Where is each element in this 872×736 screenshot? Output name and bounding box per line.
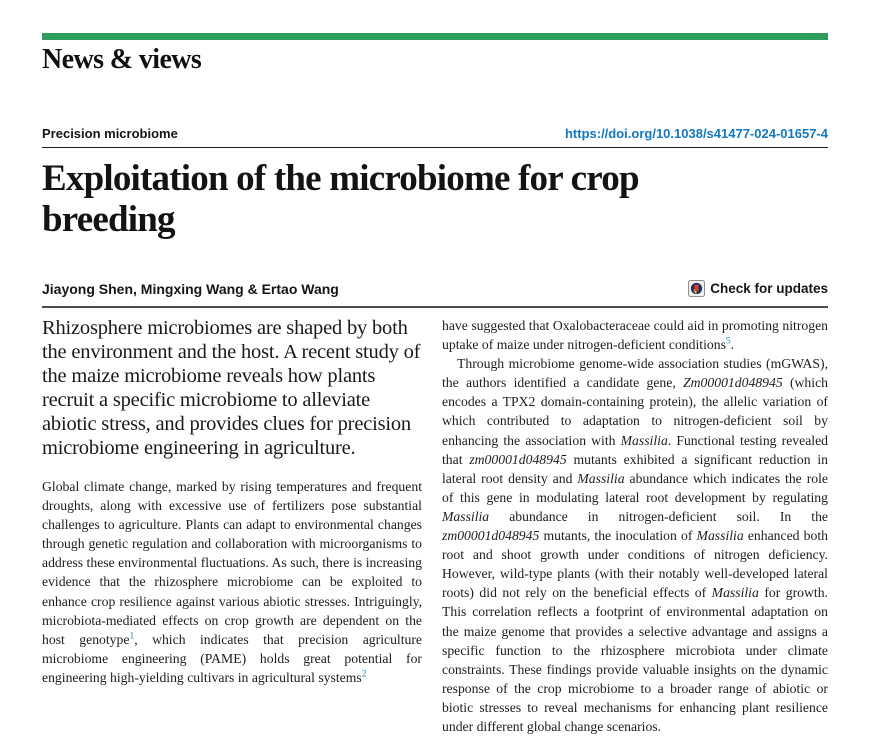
text-run: mutants exhibited a significant reduction in lateral root density and: [442, 451, 828, 486]
authors-rule: [42, 306, 828, 308]
text-run: enhanced both root and shoot growth under conditions of nitrogen deficiency. However, wild-type plants (with their notably well-developed lateral roots) did not rely on the beneficial effects of: [442, 528, 829, 601]
right-column: [442, 316, 828, 736]
category-label: Precision microbiome: [42, 126, 178, 141]
standfirst: Rhizosphere microbiomes are shaped by both the environment and the host. A recent study of the maize microbiome reveals how plants recruit a specific microbiome to alleviate abiotic stress, and provides clues for precision microbiome engineering in agriculture.: [42, 317, 421, 459]
italic-gene-name: Massilia: [696, 528, 744, 544]
reference-superscript[interactable]: 5: [725, 336, 731, 347]
right-column-body: [442, 316, 828, 736]
authors-row: [42, 280, 828, 297]
left-column-body: [42, 477, 422, 687]
text-run: Through microbiome genome-wide association studies (mGWAS), the authors identified a candidate gene,: [442, 356, 828, 391]
check-for-updates-label: Check for updates: [710, 281, 828, 296]
paragraph: [442, 316, 828, 354]
reference-superscript[interactable]: 2: [361, 669, 367, 680]
italic-gene-name: zm00001d048945: [442, 528, 540, 544]
text-run: abundance which indicates the role of this gene in modulating lateral root development by regulating: [442, 470, 828, 505]
authors: Jiayong Shen, Mingxing Wang & Ertao Wang: [42, 280, 339, 297]
italic-gene-name: Massilia: [577, 470, 625, 486]
article-columns: [42, 316, 828, 736]
check-for-updates-button[interactable]: [688, 280, 828, 297]
italic-gene-name: Massilia: [711, 585, 759, 601]
text-run: (which encodes a TPX2 domain-containing protein), the allelic variation of which contributed to adaptation to nitrogen-deficient soil by enhancing the association with: [442, 375, 828, 448]
page-title: Exploitation of the microbiome for crop breeding: [42, 158, 639, 240]
text-run: mutants, the inoculation of: [539, 528, 697, 544]
text-run: . Functional testing revealed that: [442, 432, 828, 467]
italic-gene-name: Massilia: [620, 432, 668, 448]
reference-superscript[interactable]: 1: [129, 631, 135, 642]
text-run: Global climate change, marked by rising temperatures and frequent droughts, along with excessive use of fertilizers pose substantial challenges to agriculture. Plants can adapt to environmental changes through genetic regulation and collaboration with microorganisms to address these environmental fluctuations. As such, there is increasing evidence that the rhizosphere microbiome can be exploited to enhance crop resilience against various abiotic stresses. Intriguingly, microbiota-mediated effects on crop growth are dependent on the host genotype: [42, 479, 422, 647]
paragraph: [42, 477, 422, 687]
section-masthead: News & views: [42, 44, 202, 75]
paragraph: [442, 354, 828, 736]
left-column: [42, 316, 422, 736]
italic-gene-name: Massilia: [442, 508, 490, 524]
doi-link[interactable]: https://doi.org/10.1038/s41477-024-01657-4: [564, 126, 828, 141]
italic-gene-name: zm00001d048945: [469, 451, 567, 467]
header-rule: [42, 147, 828, 148]
text-run: .: [730, 337, 735, 353]
italic-gene-name: Zm00001d048945: [683, 375, 783, 391]
crossmark-icon: [688, 280, 705, 297]
brand-accent-bar: [42, 33, 828, 40]
text-run: for growth. This correlation reflects a footprint of environmental adaptation on the maize genome that provides a selective advantage and assigns a specific function to the rhizosphere microbiota under climate constraints. These findings provide valuable insights on the dynamic response of the crop microbiome to a broader range of abiotic or biotic stresses to reveal mechanisms for enhancing plant resilience under different global change scenarios.: [442, 585, 828, 734]
text-run: , which indicates that precision agriculture microbiome engineering (PAME) holds great potential for engineering high-yielding cultivars in agricultural systems: [42, 631, 422, 685]
text-run: abundance in nitrogen-deficient soil. In the: [489, 508, 828, 524]
category-row: [42, 126, 828, 141]
text-run: have suggested that Oxalobacteraceae could aid in promoting nitrogen uptake of maize under nitrogen-deficient conditions: [442, 318, 828, 353]
